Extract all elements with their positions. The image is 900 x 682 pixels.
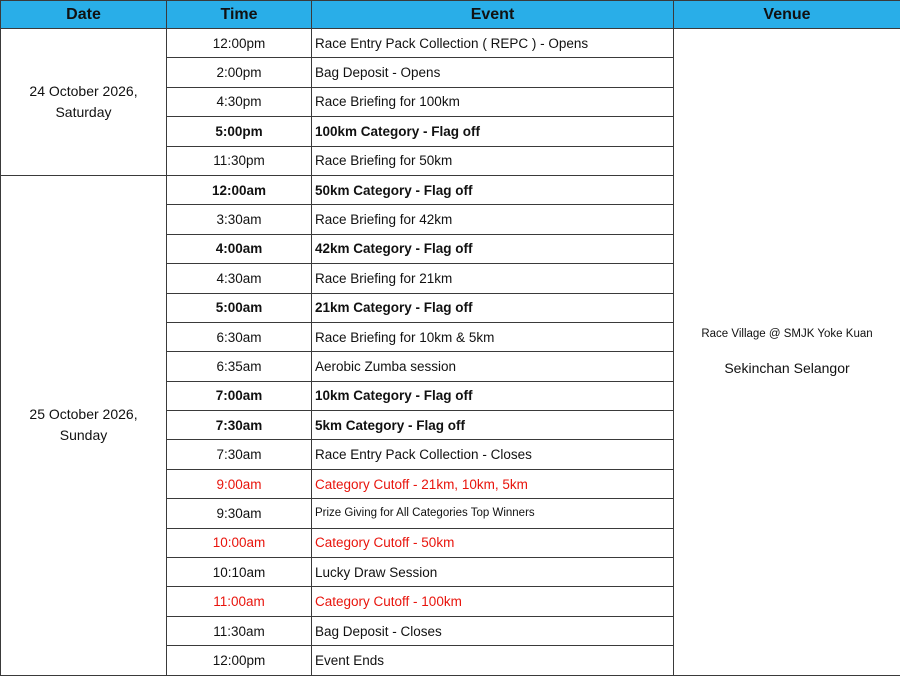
time-cell: 9:00am <box>167 469 312 498</box>
time-cell: 5:00pm <box>167 117 312 146</box>
venue-cell <box>674 29 900 676</box>
event-cell: Lucky Draw Session <box>312 558 674 587</box>
time-cell: 11:30pm <box>167 146 312 175</box>
event-cell: Race Briefing for 10km & 5km <box>312 322 674 351</box>
time-cell: 12:00am <box>167 175 312 204</box>
time-cell: 4:30am <box>167 264 312 293</box>
time-cell: 3:30am <box>167 205 312 234</box>
date-cell-day1 <box>1 29 167 176</box>
venue-name: Race Village @ SMJK Yoke Kuan <box>701 327 873 340</box>
event-cell: Prize Giving for All Categories Top Winners <box>312 499 674 528</box>
event-cell: Category Cutoff - 100km <box>312 587 674 616</box>
time-cell: 2:00pm <box>167 58 312 87</box>
date-cell-day2 <box>1 175 167 675</box>
header-row <box>1 1 900 29</box>
event-cell: Category Cutoff - 50km <box>312 528 674 557</box>
time-cell: 9:30am <box>167 499 312 528</box>
time-cell: 7:00am <box>167 381 312 410</box>
event-cell: 10km Category - Flag off <box>312 381 674 410</box>
weekday-text: Saturday <box>55 103 112 120</box>
event-cell: Race Briefing for 50km <box>312 146 674 175</box>
time-cell: 12:00pm <box>167 29 312 58</box>
event-cell: Event Ends <box>312 646 674 675</box>
event-cell: Race Briefing for 42km <box>312 205 674 234</box>
event-cell: 50km Category - Flag off <box>312 175 674 204</box>
event-cell: Race Entry Pack Collection ( REPC ) - Opens <box>312 29 674 58</box>
event-cell: Bag Deposit - Opens <box>312 58 674 87</box>
event-cell: 100km Category - Flag off <box>312 117 674 146</box>
header-time: Time <box>167 1 312 29</box>
event-cell: Race Entry Pack Collection - Closes <box>312 440 674 469</box>
date-text: 24 October 2026, <box>29 82 138 99</box>
time-cell: 6:30am <box>167 322 312 351</box>
venue-location: Sekinchan Selangor <box>724 359 850 376</box>
header-date: Date <box>1 1 167 29</box>
time-cell: 4:30pm <box>167 87 312 116</box>
time-cell: 10:00am <box>167 528 312 557</box>
time-cell: 11:00am <box>167 587 312 616</box>
header-event: Event <box>312 1 674 29</box>
date-text: 25 October 2026, <box>29 406 138 423</box>
header-venue: Venue <box>674 1 900 29</box>
time-cell: 7:30am <box>167 440 312 469</box>
event-cell: Category Cutoff - 21km, 10km, 5km <box>312 469 674 498</box>
time-cell: 5:00am <box>167 293 312 322</box>
event-cell: 42km Category - Flag off <box>312 234 674 263</box>
event-cell: Race Briefing for 21km <box>312 264 674 293</box>
time-cell: 4:00am <box>167 234 312 263</box>
time-cell: 6:35am <box>167 352 312 381</box>
time-cell: 12:00pm <box>167 646 312 675</box>
event-cell: 5km Category - Flag off <box>312 411 674 440</box>
event-cell: Bag Deposit - Closes <box>312 616 674 645</box>
event-cell: 21km Category - Flag off <box>312 293 674 322</box>
event-cell: Aerobic Zumba session <box>312 352 674 381</box>
time-cell: 11:30am <box>167 616 312 645</box>
time-cell: 10:10am <box>167 558 312 587</box>
time-cell: 7:30am <box>167 411 312 440</box>
weekday-text: Sunday <box>59 427 108 444</box>
table-row <box>1 29 900 58</box>
event-cell: Race Briefing for 100km <box>312 87 674 116</box>
